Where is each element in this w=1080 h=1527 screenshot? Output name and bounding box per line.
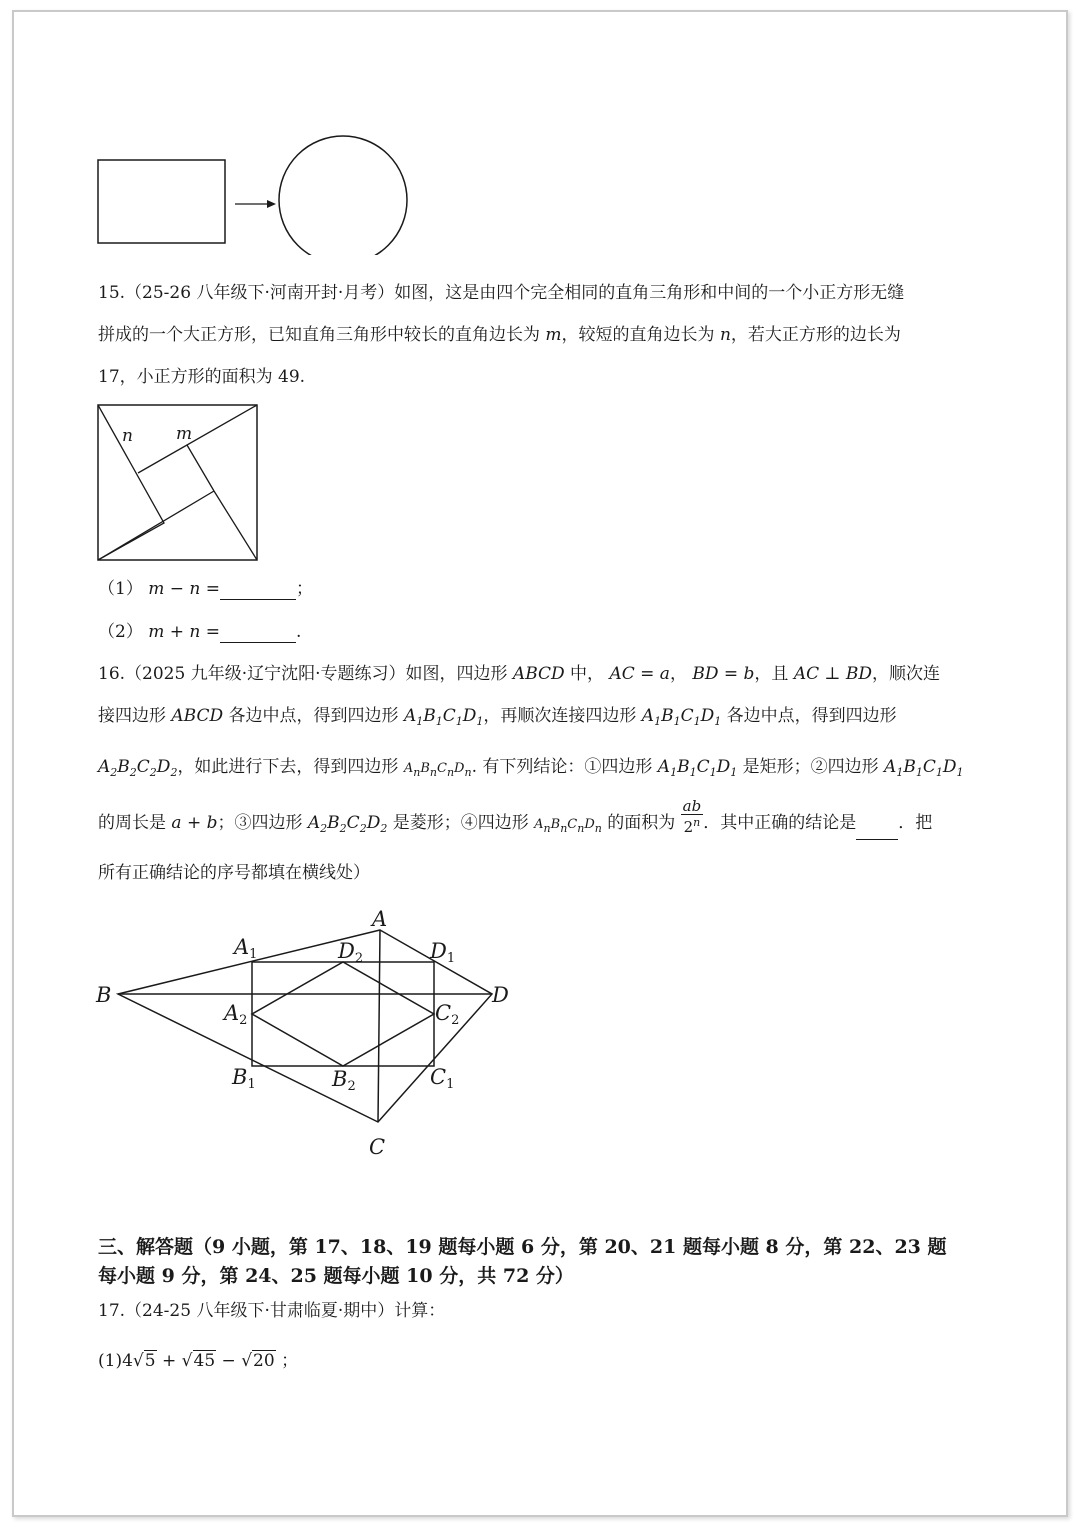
q16-line-1: 16.（2025 九年级·辽宁沈阳·专题练习）如图，四边形 ABCD 中， AC = a， BD = b，且 AC ⊥ BD，顺次连 — [98, 664, 941, 684]
label-n: n — [122, 426, 133, 446]
pinwheel-square-figure — [96, 403, 260, 563]
figure-circle — [279, 136, 407, 255]
q16-line-3: $A_2B_2C_2D_2$，如此进行下去，得到四边形 $A_nB_nC_nD_n$. 有下列结论：①四边形 $A_1B_1C_1D_1$ 是矩形；②四边形 $A_1B_1C_1D_1$ — [98, 757, 964, 779]
q17-line-1: 17.（24-25 八年级下·甘肃临夏·期中）计算： — [98, 1301, 446, 1321]
figure-rectangle — [98, 160, 225, 243]
label-B: B — [96, 983, 112, 1007]
section-3-heading-line-2: 每小题 9 分，第 24、25 题每小题 10 分，共 72 分） — [98, 1265, 574, 1287]
label-A2: A2 — [224, 1001, 248, 1028]
line-inner-top — [187, 445, 214, 491]
diag-AC — [378, 930, 380, 1122]
quadrilateral-midpoint-figure — [90, 900, 530, 1165]
rect-A1B1C1D1 — [252, 962, 434, 1066]
rhombus-A2B2C2D2 — [252, 962, 434, 1066]
label-D2: D2 — [338, 939, 364, 966]
label-D: D — [492, 983, 509, 1007]
label-C: C — [369, 1135, 386, 1159]
label-B2: B2 — [332, 1067, 356, 1094]
q17-part-1: (1)4√5 + √45 − √20 ； — [98, 1351, 299, 1371]
q15-part-1: （1） m − n = ； — [98, 579, 314, 599]
q15-line-3: 17，小正方形的面积为 49. — [98, 367, 306, 387]
answer-blank-2[interactable] — [220, 626, 296, 643]
answer-blank-1[interactable] — [220, 583, 296, 600]
line-bottom-left — [98, 491, 214, 560]
label-m: m — [176, 424, 193, 444]
label-A: A — [372, 907, 388, 931]
q15-part-2: （2） m + n = . — [98, 622, 302, 642]
label-D1: D1 — [430, 939, 456, 966]
label-C2: C2 — [435, 1001, 460, 1028]
q15-line-1: 15.（25-26 八年级下·河南开封·月考）如图，这是由四个完全相同的直角三角形和中间的一个小正方形无缝 — [98, 283, 905, 303]
area-fraction: $\frac{ab}{2^n}$ — [682, 797, 702, 836]
q15-line-2: 拼成的一个大正方形，已知直角三角形中较长的直角边长为 m，较短的直角边长为 n，若大正方形的边长为 — [98, 325, 901, 345]
line-right — [214, 491, 257, 560]
answer-blank-3[interactable] — [856, 823, 898, 840]
q16-line-4: 的周长是 a + b；③四边形 $A_2B_2C_2D_2$ 是菱形；④四边形 $A_nB_nC_nD_n$ 的面积为 $\frac{ab}{2^n}$ ．其中正确的结论是 ．把 — [98, 812, 932, 840]
section-3-heading-line-1: 三、解答题（9 小题，第 17、18、19 题每小题 6 分，第 20、21 题每小题 8 分，第 22、23 题 — [98, 1236, 947, 1258]
label-B1: B1 — [232, 1065, 256, 1092]
figure-arrow-head — [267, 200, 276, 208]
q16-line-2: 接四边形 ABCD 各边中点，得到四边形 $A_1B_1C_1D_1$，再顺次连接四边形 $A_1B_1C_1D_1$ 各边中点，得到四边形 — [98, 706, 897, 728]
label-C1: C1 — [430, 1065, 455, 1092]
label-A1: A1 — [234, 935, 258, 962]
q16-line-5: 所有正确结论的序号都填在横线处） — [98, 863, 370, 883]
rect-to-circle-figure — [90, 130, 420, 255]
